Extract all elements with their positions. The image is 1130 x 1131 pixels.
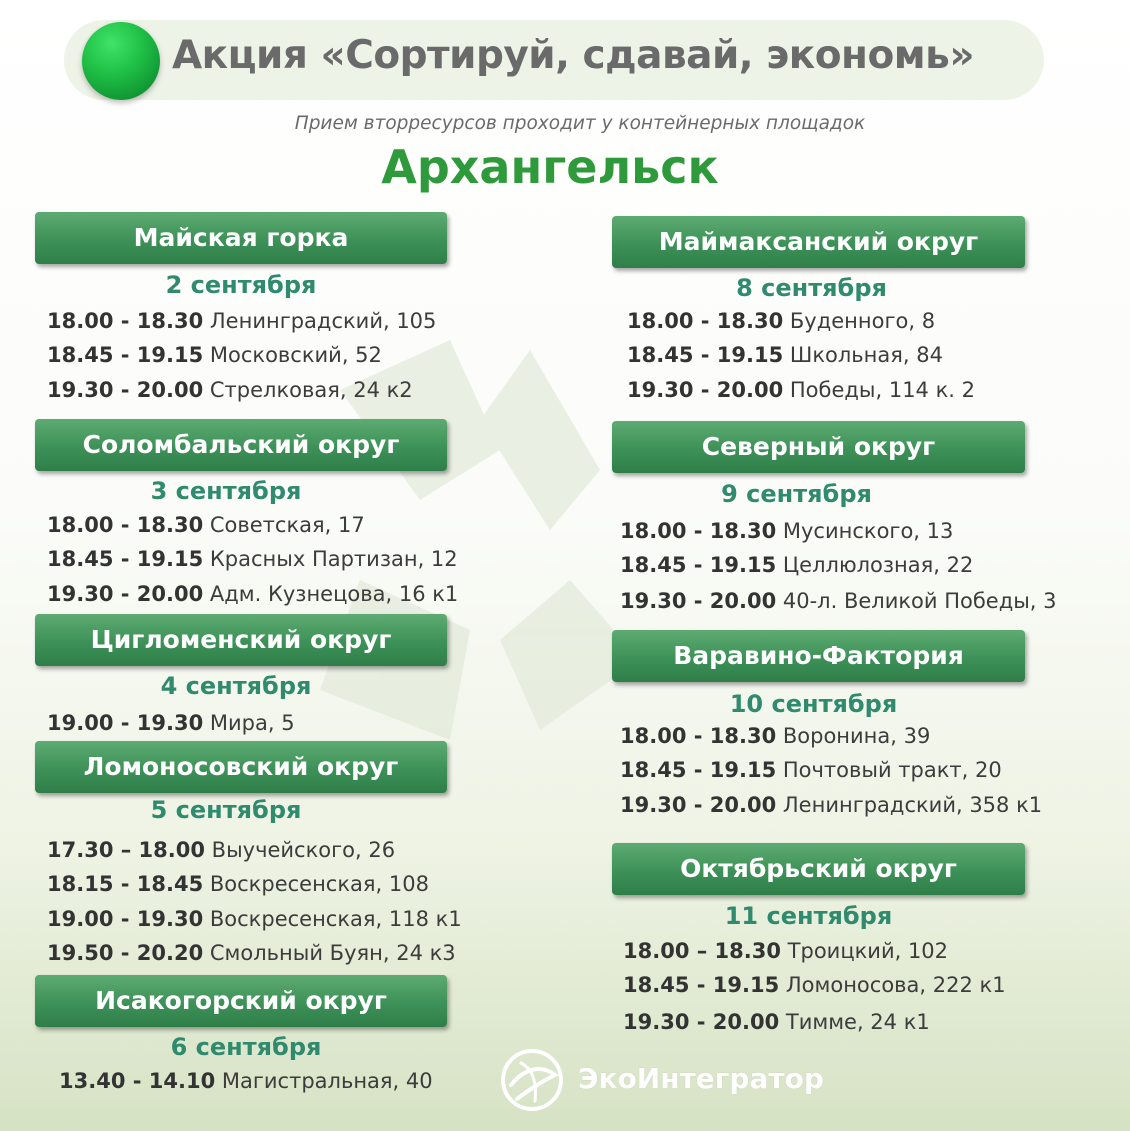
schedule-row	[627, 343, 943, 367]
schedule-time: 18.45 - 19.15	[47, 343, 204, 367]
schedule-address: 40-л. Великой Победы, 3	[782, 589, 1057, 613]
district-date: 8 сентября	[736, 274, 887, 302]
district-date: 4 сентября	[160, 672, 312, 700]
schedule-time: 13.40 - 14.10	[59, 1069, 216, 1093]
schedule-address: Ленинградский, 358 к1	[782, 793, 1043, 817]
district-date: 2 сентября	[165, 271, 317, 299]
schedule-address: Буденного, 8	[789, 309, 936, 333]
schedule-time: 19.30 - 20.00	[620, 589, 777, 613]
schedule-address: Магистральная, 40	[221, 1069, 433, 1093]
schedule-row	[620, 589, 1057, 613]
schedule-time: 17.30 – 18.00	[47, 838, 205, 862]
schedule-time: 18.45 - 19.15	[620, 553, 777, 577]
schedule-address: Воскресенская, 118 к1	[209, 907, 462, 931]
schedule-row	[623, 939, 948, 963]
schedule-address: Мусинского, 13	[782, 519, 954, 543]
city-title: Архангельск	[381, 140, 719, 194]
schedule-row	[59, 1069, 433, 1093]
district-date: 5 сентября	[150, 796, 302, 824]
schedule-row	[47, 547, 458, 571]
schedule-row	[620, 553, 973, 577]
schedule-address: Мира, 5	[209, 711, 295, 735]
eco-leaf-logo-icon	[497, 1045, 567, 1115]
schedule-address: Красных Партизан, 12	[209, 547, 458, 571]
page-subtitle: Прием вторресурсов проходит у контейнерных площадок	[294, 113, 866, 134]
schedule-time: 18.45 - 19.15	[620, 758, 777, 782]
schedule-time: 18.45 - 19.15	[47, 547, 204, 571]
schedule-address: Советская, 17	[209, 513, 365, 537]
schedule-row	[620, 793, 1042, 817]
district-banner-tsiglomensky: Цигломенский округ	[35, 614, 447, 666]
district-date: 11 сентября	[724, 902, 893, 930]
schedule-address: Выучейского, 26	[211, 838, 396, 862]
district-date: 6 сентября	[170, 1033, 322, 1061]
schedule-time: 18.15 - 18.45	[47, 872, 204, 896]
district-date: 3 сентября	[150, 477, 302, 505]
page-title: Акция «Сортируй, сдавай, экономь»	[172, 33, 975, 78]
schedule-time: 19.30 - 20.00	[623, 1010, 780, 1034]
district-banner-lomonosovsky: Ломоносовский округ	[35, 741, 447, 793]
schedule-address: Ломоносова, 222 к1	[785, 973, 1006, 997]
schedule-time: 19.00 - 19.30	[47, 907, 204, 931]
schedule-time: 19.30 - 20.00	[627, 378, 784, 402]
district-banner-maimaksansky: Маймаксанский округ	[612, 216, 1025, 268]
schedule-time: 19.30 - 20.00	[47, 582, 204, 606]
schedule-address: Тимме, 24 к1	[785, 1010, 930, 1034]
schedule-address: Почтовый тракт, 20	[782, 758, 1002, 782]
district-banner-oktyabrsky: Октябрьский округ	[612, 843, 1025, 895]
schedule-time: 19.30 - 20.00	[620, 793, 777, 817]
schedule-row	[47, 513, 365, 537]
district-date: 10 сентября	[729, 690, 898, 718]
schedule-address: Ленинградский, 105	[209, 309, 437, 333]
schedule-time: 18.00 - 18.30	[620, 519, 777, 543]
schedule-address: Смольный Буян, 24 к3	[209, 941, 456, 965]
schedule-time: 18.45 - 19.15	[627, 343, 784, 367]
schedule-time: 19.00 - 19.30	[47, 711, 204, 735]
schedule-time: 19.30 - 20.00	[47, 378, 204, 402]
schedule-time: 18.00 - 18.30	[47, 309, 204, 333]
schedule-row	[47, 907, 462, 931]
schedule-row	[627, 378, 975, 402]
schedule-row	[47, 872, 429, 896]
schedule-row	[623, 1010, 930, 1034]
schedule-time: 19.50 - 20.20	[47, 941, 204, 965]
schedule-address: Школьная, 84	[789, 343, 943, 367]
schedule-row	[47, 343, 382, 367]
schedule-address: Адм. Кузнецова, 16 к1	[209, 582, 459, 606]
schedule-time: 18.00 - 18.30	[620, 724, 777, 748]
schedule-row	[47, 582, 458, 606]
district-banner-isakogorsky: Исакогорский округ	[35, 975, 447, 1027]
footer-brand: ЭкоИнтегратор	[578, 1062, 824, 1095]
schedule-row	[620, 758, 1002, 782]
schedule-address: Целлюлозная, 22	[782, 553, 974, 577]
district-banner-solombalsky: Соломбальский округ	[35, 419, 447, 471]
schedule-row	[620, 724, 930, 748]
schedule-address: Воронина, 39	[782, 724, 931, 748]
schedule-time: 18.00 - 18.30	[47, 513, 204, 537]
district-banner-varavino-faktoriya: Варавино-Фактория	[612, 630, 1025, 682]
schedule-time: 18.00 - 18.30	[627, 309, 784, 333]
schedule-row	[47, 309, 436, 333]
schedule-address: Воскресенская, 108	[209, 872, 429, 896]
schedule-row	[47, 941, 456, 965]
schedule-address: Московский, 52	[209, 343, 382, 367]
schedule-row	[47, 378, 413, 402]
schedule-address: Стрелковая, 24 к2	[209, 378, 413, 402]
district-banner-maiskaya-gorka: Майская горка	[35, 212, 447, 264]
district-banner-severny: Северный округ	[612, 421, 1025, 473]
schedule-row	[620, 519, 953, 543]
schedule-address: Победы, 114 к. 2	[789, 378, 975, 402]
schedule-address: Троицкий, 102	[787, 939, 949, 963]
district-date: 9 сентября	[721, 480, 872, 508]
schedule-row	[627, 309, 935, 333]
schedule-row	[47, 711, 295, 735]
green-ball-icon	[82, 22, 160, 100]
schedule-time: 18.00 – 18.30	[623, 939, 781, 963]
schedule-row	[623, 973, 1006, 997]
schedule-time: 18.45 - 19.15	[623, 973, 780, 997]
schedule-row	[47, 838, 395, 862]
